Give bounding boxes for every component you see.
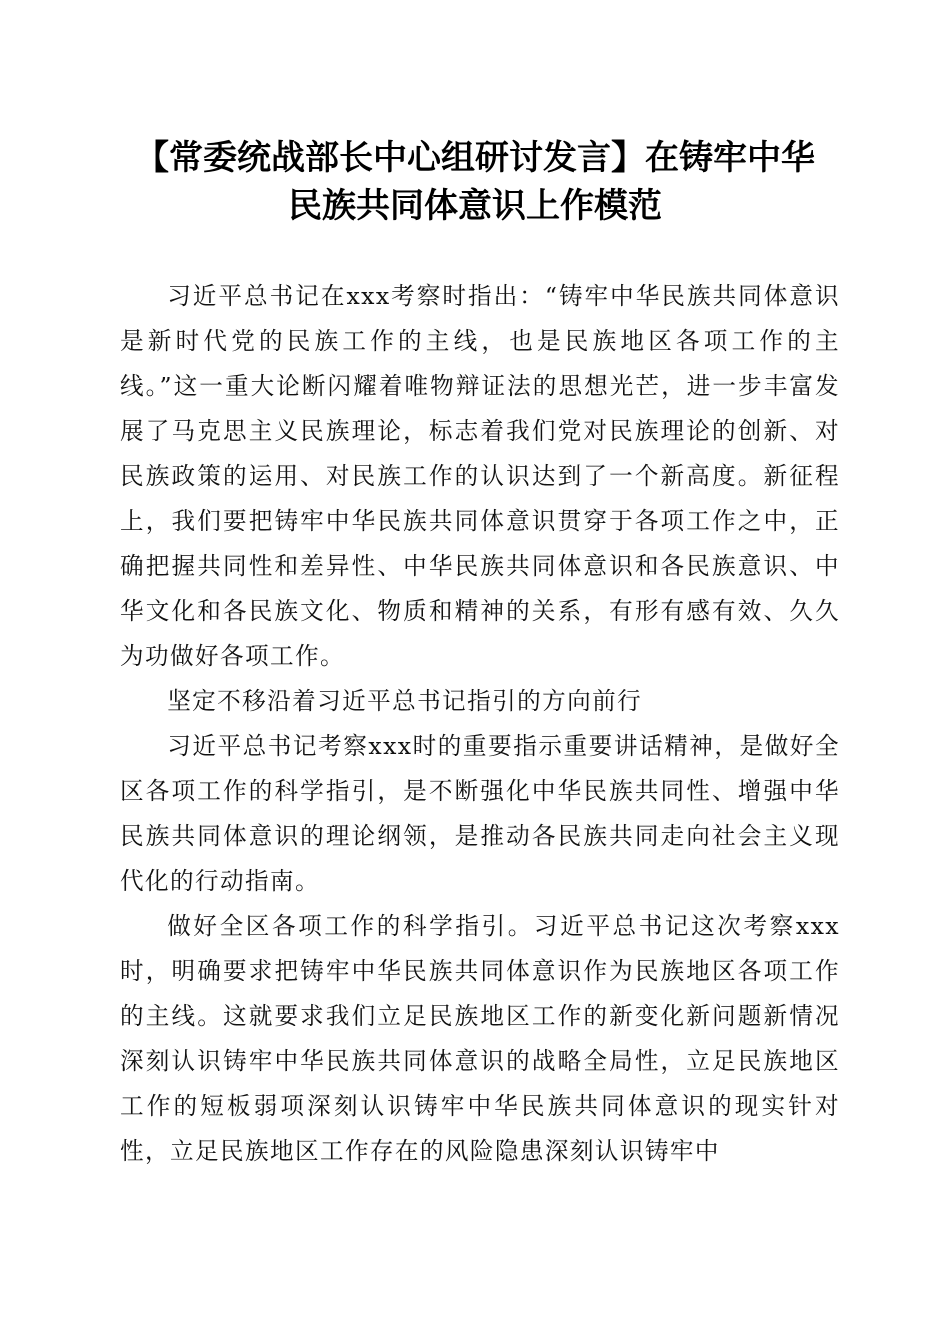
paragraph: 习近平总书记在xxx考察时指出：“铸牢中华民族共同体意识是新时代党的民族工作的主线，也是民族地区各项工作的主线。”这一重大论断闪耀着唯物辩证法的思想光芒，进一步丰富发展了马克思主义民族理论，标志着我们党对民族理论的创新、对民族政策的运用、对民族工作的认识达到了一个新高度。新征程上，我们要把铸牢中华民族共同体意识贯穿于各项工作之中，正确把握共同性和差异性、中华民族共同体意识和各民族意识、中华文化和各民族文化、物质和精神的关系，有形有感有效、久久为功做好各项工作。 (120, 282, 840, 670)
paragraph: 习近平总书记考察xxx时的重要指示重要讲话精神，是做好全区各项工作的科学指引，是不断强化中华民族共同性、增强中华民族共同体意识的理论纲领，是推动各民族共同走向社会主义现代化的行动指南。 (120, 732, 840, 895)
title-line-1: 【常委统战部长中心组研讨发言】在铸牢中华 (135, 138, 815, 178)
paragraph: 做好全区各项工作的科学指引。习近平总书记这次考察xxx时，明确要求把铸牢中华民族共同体意识作为民族地区各项工作的主线。这就要求我们立足民族地区工作的新变化新问题新情况深刻认识铸牢中华民族共同体意识的战略全局性，立足民族地区工作的短板弱项深刻认识铸牢中华民族共同体意识的现实针对性，立足民族地区工作存在的风险隐患深刻认识铸牢中 (120, 912, 840, 1165)
document-title (110, 134, 840, 230)
document-body (120, 274, 840, 1174)
title-line-2: 民族共同体意识上作模范 (288, 186, 662, 226)
section-heading: 坚定不移沿着习近平总书记指引的方向前行 (167, 687, 643, 715)
